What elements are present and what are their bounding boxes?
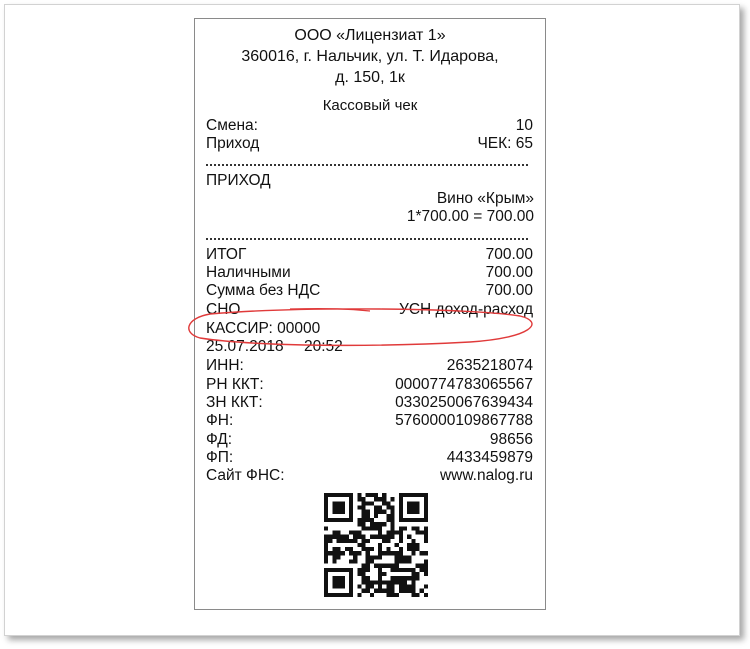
total-value: 700.00 — [485, 246, 533, 263]
section-row — [206, 171, 533, 190]
receipt-date: 25.07.2018 — [206, 338, 284, 355]
fn-label: ФН: — [206, 412, 234, 429]
income-row — [206, 134, 533, 153]
cashier-row — [206, 319, 533, 338]
fd-value: 98656 — [489, 431, 533, 448]
kkt-reg-value: 0000774783065567 — [395, 376, 533, 393]
tax-site-value: www.nalog.ru — [439, 467, 533, 484]
receipt-time: 20:52 — [304, 338, 343, 355]
detail-row — [206, 356, 533, 375]
organization-name: ООО «Лицензиат 1» — [294, 27, 446, 44]
kkt-serial-value: 0330250067639434 — [395, 394, 533, 411]
shift-row — [206, 116, 533, 135]
tax-system-row — [206, 300, 533, 319]
detail-row — [206, 393, 533, 412]
no-vat-value: 700.00 — [485, 282, 533, 299]
cash-value: 700.00 — [485, 264, 533, 281]
check-number: ЧЕК: 65 — [477, 135, 533, 152]
tax-system-label: СНО — [206, 301, 241, 318]
cash-row — [206, 263, 533, 282]
fd-label: ФД: — [206, 431, 233, 448]
cash-label: Наличными — [206, 264, 291, 281]
kkt-reg-label: РН ККТ: — [206, 376, 264, 393]
shift-label: Смена: — [206, 117, 258, 134]
datetime-row — [206, 337, 533, 356]
section-title: ПРИХОД — [206, 172, 271, 189]
fp-label: ФП: — [206, 449, 234, 466]
income-label: Приход — [206, 135, 260, 152]
total-row — [206, 245, 533, 264]
no-vat-row — [206, 281, 533, 300]
receipt-header — [195, 25, 545, 88]
kkt-serial-label: ЗН ККТ: — [206, 394, 263, 411]
dotted-divider — [206, 238, 528, 240]
organization-address-building: д. 150, 1к — [335, 69, 405, 86]
shift-value: 10 — [515, 117, 533, 134]
detail-row — [206, 448, 533, 467]
total-label: ИТОГ — [206, 246, 247, 263]
receipt — [194, 18, 546, 610]
inn-label: ИНН: — [206, 357, 244, 374]
dotted-divider — [206, 164, 528, 166]
cashier-id: КАССИР: 00000 — [206, 320, 321, 337]
fp-value: 4433459879 — [446, 449, 533, 466]
receipt-title: Кассовый чек — [322, 97, 418, 114]
detail-row — [206, 375, 533, 394]
detail-row — [206, 430, 533, 449]
inn-value: 2635218074 — [446, 357, 533, 374]
fn-value: 5760000109867788 — [395, 412, 533, 429]
detail-row — [206, 466, 533, 485]
detail-row — [206, 411, 533, 430]
tax-system-value: УСН доход-расход — [399, 301, 533, 318]
no-vat-label: Сумма без НДС — [206, 282, 321, 299]
qr-code — [324, 493, 428, 597]
item-name: Вино «Крым» — [436, 190, 534, 207]
organization-address: 360016, г. Нальчик, ул. Т. Идарова, — [241, 48, 499, 65]
item-calc: 1*700.00 = 700.00 — [406, 208, 534, 225]
tax-site-label: Сайт ФНС: — [206, 467, 285, 484]
